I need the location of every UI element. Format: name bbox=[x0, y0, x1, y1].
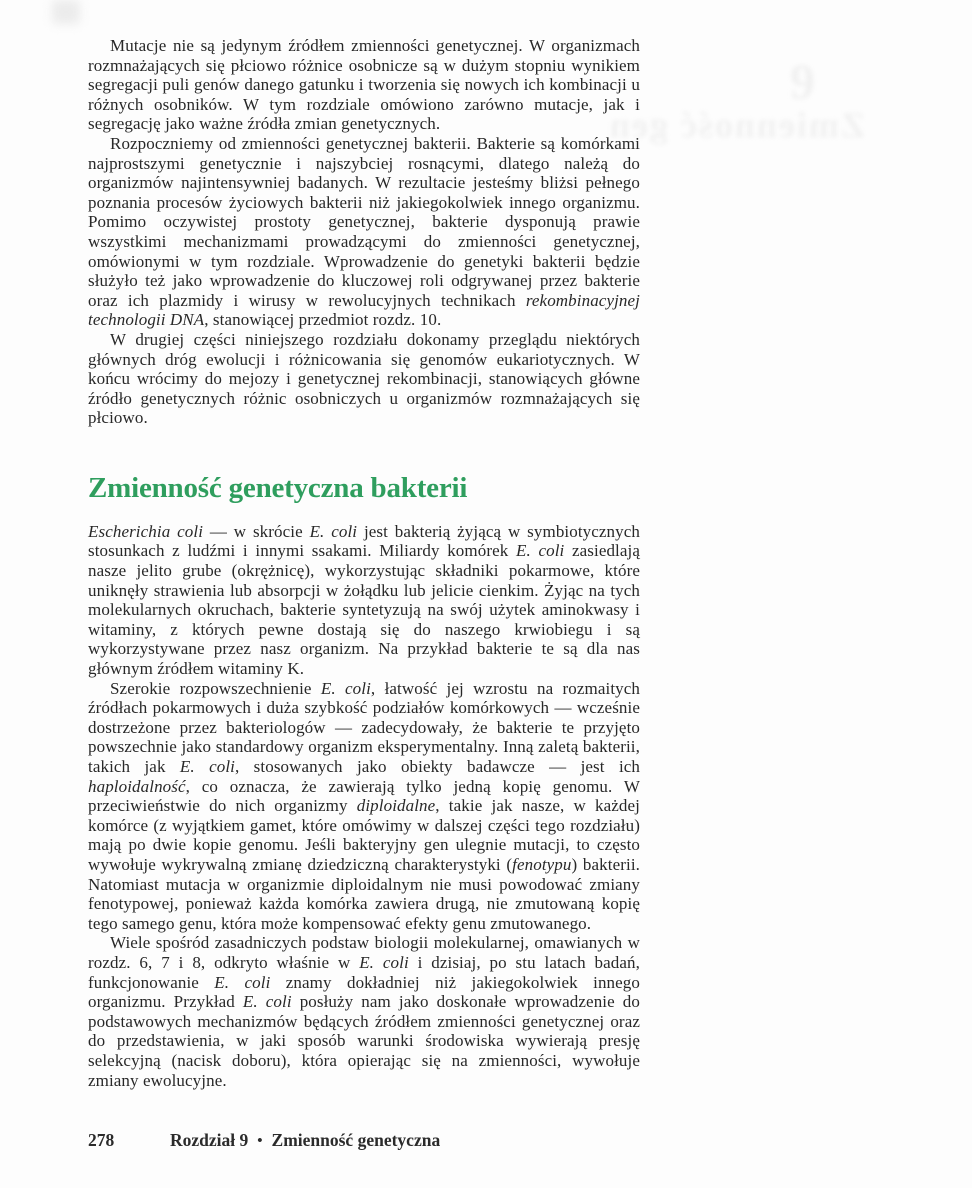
text-column bbox=[88, 36, 640, 1090]
section-heading: Zmienność genetyczna bakterii bbox=[88, 471, 468, 504]
paragraph-1: Mutacje nie są jedynym źródłem zmienności genetycznej. W organizmach rozmnażających się płciowo różnice osobnicze są w dużym stopniu wynikiem segregacji puli genów danego gatunku i tworzenia się nowych ich kombinacji u różnych osobników. W tym rozdziale omówiono zarówno mutacje, jak i segregację jako ważne źródła zmian genetycznych. bbox=[88, 36, 640, 134]
paragraph-3: W drugiej części niniejszego rozdziału dokonamy przeglądu niektórych głównych dróg ewolucji i różnicowania się genomów eukariotycznych. W końcu wrócimy do mejozy i genetycznej rekombinacji, stanowiących główne źródło genetycznych różnic osobniczych u organizmów rozmnażających się płciowo. bbox=[88, 329, 640, 428]
footer-separator-dot: • bbox=[257, 1133, 263, 1149]
scan-smudge bbox=[52, 0, 80, 24]
footer-chapter-title: Zmienność genetyczna bbox=[271, 1130, 441, 1150]
ghost-title-fragment: Zmienność gen bbox=[608, 105, 866, 145]
paragraph-6: Wiele spośród zasadniczych podstaw biologii molekularnej, omawianych w rozdz. 6, 7 i 8, odkryto właśnie w E. coli i dzisiaj, po stu latach badań, funkcjonowanie E. coli znamy dokładniej niż jakiegokolwiek innego organizmu. Przykład E. coli posłuży nam jako doskonałe wprowadzenie do podstawowych mechanizmów będących źródłem zmienności genetycznej oraz do przedstawienia, w jaki sposób warunki środowiska wywierają presję selekcyjną (nacisk doboru), która opierając się na zmienności, wywołuje zmiany ewolucyjne. bbox=[88, 933, 640, 1090]
ghost-chapter-number: 9 bbox=[790, 53, 815, 109]
paragraph-2: Rozpoczniemy od zmienności genetycznej bakterii. Bakterie są komórkami najprostszymi genetycznie i najszybciej rosnącymi, dlatego należą do organizmów najintensywniej badanych. W rezultacie jesteśmy bliżsi pełnego poznania procesów życiowych bakterii niż jakiegokolwiek innego organizmu. Pomimo oczywistej prostoty genetycznej, bakterie dysponują prawie wszystkimi mechanizmami prowadzącymi do zmienności genetycznej, omówionymi w tym rozdziale. Wprowadzenie do genetyki bakterii będzie służyło też jako wprowadzenie do kluczowej roli odgrywanej przez bakterie oraz ich plazmidy i wirusy w rewolucyjnych technikach rekombinacyjnej technologii DNA, stanowiącej przedmiot rozdz. 10. bbox=[88, 133, 640, 330]
footer-page-number: 278 bbox=[88, 1130, 115, 1150]
paragraph-5: Szerokie rozpowszechnienie E. coli, łatwość jej wzrostu na rozmaitych źródłach pokarmowych i duża szybkość podziałów komórkowych — wcześnie dostrzeżone przez bakteriologów — zadecydowały, że bakterie te przyjęto powszechnie jako standardowy organizm eksperymentalny. Inną zaletą bakterii, takich jak E. coli, stosowanych jako obiekty badawcze — jest ich haploidalność, co oznacza, że zawierają tylko jedną kopię genomu. W przeciwieństwie do nich organizmy diploidalne, takie jak nasze, w każdej komórce (z wyjątkiem gamet, które omówimy w dalszej części tego rozdziału) mają po dwie kopie genomu. Jeśli bakteryjny gen ulegnie mutacji, to często wywołuje wykrywalną zmianę dziedziczną charakterystyki (fenotypu) bakterii. Natomiast mutacja w organizmie diploidalnym nie musi powodować zmiany fenotypowej, ponieważ każda komórka zawiera drugą, nie zmutowaną kopię tego samego genu, która może kompensować efekty genu zmutowanego. bbox=[88, 678, 641, 933]
footer-chapter-group bbox=[170, 1130, 440, 1151]
page-footer bbox=[88, 1130, 440, 1151]
footer-chapter-label: Rozdział 9 bbox=[170, 1130, 249, 1150]
paragraph-4: Escherichia coli — w skrócie E. coli jest bakterią żyjącą w symbiotycznych stosunkach z ludźmi i innymi ssakami. Miliardy komórek E. coli zasiedlają nasze jelito grube (okrężnicę), wykorzystując składniki pokarmowe, które uniknęły strawienia lub absorpcji w żołądku lub jelicie cienkim. Żyjąc na tych molekularnych okruchach, bakterie syntetyzują na swój użytek aminokwasy i witaminy, z których pewne dostają się do naszego krwiobiegu i są wykorzystywane przez nasz organizm. Na przykład bakterie te są dla nas głównym źródłem witaminy K. bbox=[88, 521, 641, 679]
